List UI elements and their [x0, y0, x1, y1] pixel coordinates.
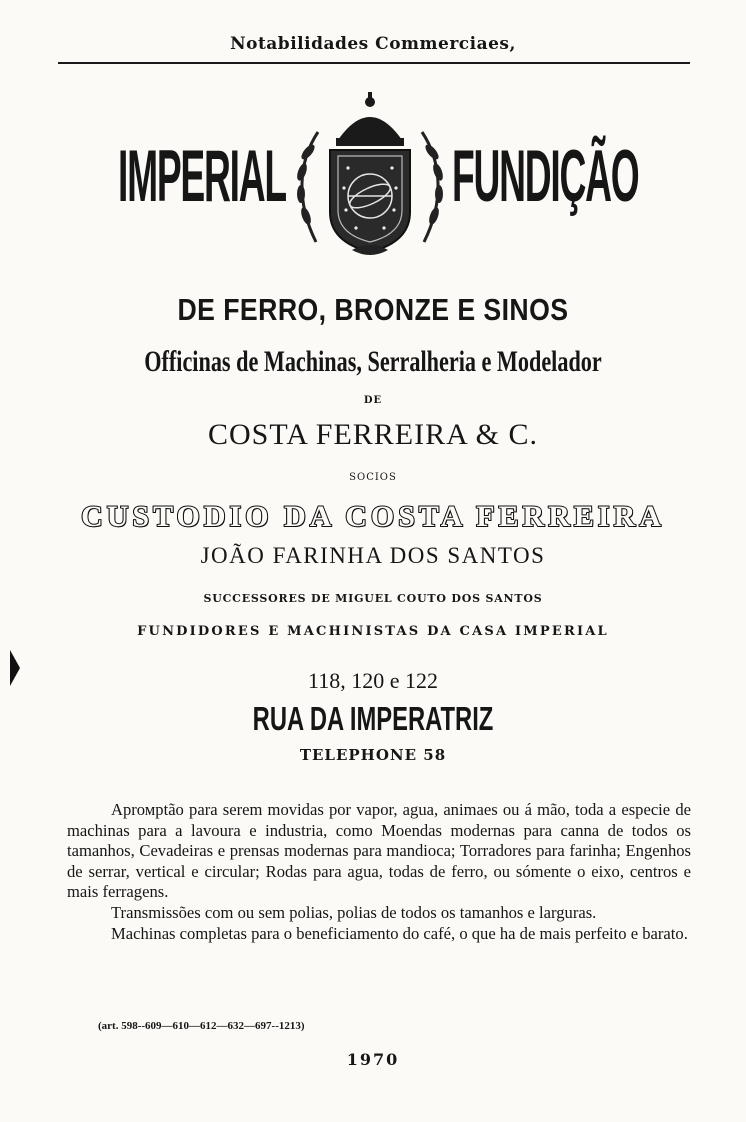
title-left-word: IMPERIAL [118, 135, 286, 217]
crown-icon [336, 92, 404, 146]
imperial-brazilian-crest-icon [286, 92, 454, 262]
title-right-word: FUNDIÇÃO [452, 135, 639, 217]
subtitle-metals: DE FERRO, BRONZE E SINOS [177, 292, 569, 327]
socios-label: SOCIOS [349, 472, 397, 483]
telephone-line: TELEPHONE 58 [299, 746, 447, 764]
address-street: RUA DA IMPERATRIZ [252, 700, 494, 737]
partner-two-name: JOÃO FARINHA DOS SANTOS [200, 543, 546, 568]
successors-line: SUCCESSORES DE MIGUEL COUTO DOS SANTOS [203, 592, 543, 605]
founders-line: FUNDIDORES E MACHINISTAS DA CASA IMPERIAL [137, 624, 609, 639]
subtitle-officinas: Officinas de Machinas, Serralheria e Modelador [144, 345, 602, 378]
body-paragraph-3: Machinas completas para o beneficiamento do café, o que ha de mais perfeito e barato. [111, 923, 688, 943]
subtitle-de: DE [363, 395, 383, 406]
body-paragraph-2: Transmissões com ou sem polias, polias de todos os tamanhos e larguras. [111, 902, 597, 922]
page-number: 1970 [346, 1050, 400, 1069]
partner-one-name: CUSTODIO DA COSTA FERREIRA [81, 500, 665, 533]
company-name: COSTA FERREIRA & C. [207, 418, 538, 451]
body-paragraph-1: Aprомptão para serem movidas por vapor, agua, animaes ou á mão, toda a especie de machinas para a lavoura e industria, como Moendas modernas para canna de todos os tamanhos, Cevadeiras e prensas modernas para mandioca; Torradores para farinha; Engenhos de serrar, vertical e circular; Rodas para agua, todas de ferro, ou sómente o eixo, centros e mais ferragens. [67, 800, 691, 902]
page-header-title: Notabilidades Commerciaes, [230, 34, 516, 54]
body-text [67, 800, 691, 944]
address-numbers: 118, 120 e 122 [308, 668, 438, 693]
margin-marker [10, 650, 20, 686]
article-reference: (art. 598--609—610—612—632—697--1213) [98, 1020, 305, 1032]
header-rule [58, 62, 690, 64]
